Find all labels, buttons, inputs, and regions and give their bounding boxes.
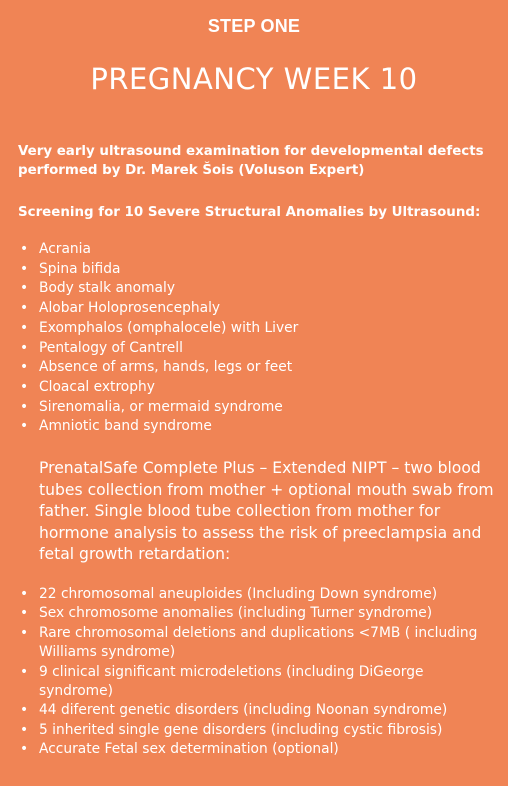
- page-title: PREGNANCY WEEK 10: [90, 62, 418, 96]
- list-item: • Body stalk anomaly: [18, 279, 498, 299]
- list-item: • Alobar Holoprosencephaly: [18, 299, 498, 319]
- list-item: • Sirenomalia, or mermaid syndrome: [18, 398, 498, 418]
- nipt-description: PrenatalSafe Complete Plus – Extended NIPT – two blood tubes collection from mother + optional mouth swab from father. Single blood tube collection from mother for hormone analysis to assess the risk of preeclampsia and fetal growth retardation:: [39, 459, 494, 564]
- list-item: • Absence of arms, hands, legs or feet: [18, 358, 498, 378]
- ultrasound-intro: Very early ultrasound examination for developmental defects performed by Dr. Marek Šois (Voluson Expert): [18, 144, 484, 178]
- list-item: • 9 clinical significant microdeletions (including DiGeorge syndrome): [18, 663, 498, 702]
- anomaly-list: [18, 240, 498, 437]
- nipt-list: [18, 585, 498, 760]
- step-label: STEP ONE: [207, 16, 301, 36]
- list-item: • Acrania: [18, 240, 498, 260]
- list-item: • Sex chromosome anomalies (including Turner syndrome): [18, 604, 498, 623]
- list-item: • 5 inherited single gene disorders (including cystic fibrosis): [18, 721, 498, 740]
- screening-heading: Screening for 10 Severe Structural Anomalies by Ultrasound:: [18, 205, 481, 220]
- list-item: • Cloacal extrophy: [18, 378, 498, 398]
- list-item: • Spina bifida: [18, 260, 498, 280]
- list-item: • 44 diferent genetic disorders (including Noonan syndrome): [18, 701, 498, 720]
- list-item: • Accurate Fetal sex determination (optional): [18, 740, 498, 759]
- list-item: • Amniotic band syndrome: [18, 417, 498, 437]
- list-item: • Pentalogy of Cantrell: [18, 339, 498, 359]
- list-item: • Exomphalos (omphalocele) with Liver: [18, 319, 498, 339]
- list-item: • 22 chromosomal aneuploides (Including Down syndrome): [18, 585, 498, 604]
- list-item: • Rare chromosomal deletions and duplications <7MB ( including Williams syndrome): [18, 624, 498, 663]
